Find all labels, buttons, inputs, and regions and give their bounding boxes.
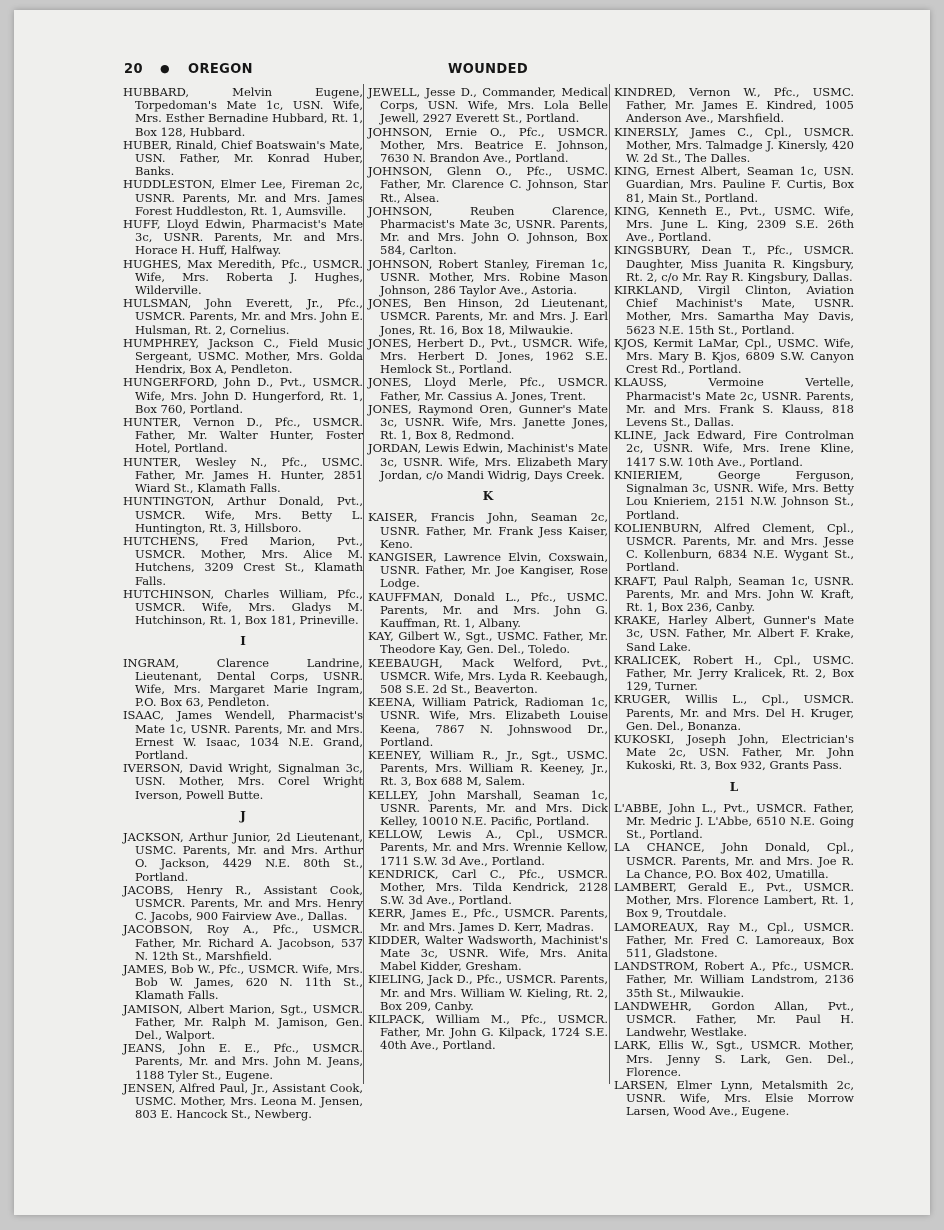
casualty-entry: KIDDER, Walter Wadsworth, Machinist's Mate 3c, USNR. Wife, Mrs. Anita Mabel Kidder, Gresham. [368,932,608,974]
casualty-entry: LAMOREAUX, Ray M., Cpl., USMCR. Father, Mr. Fred C. Lamoreaux, Box 511, Gladstone. [614,919,854,960]
casualty-entry: KEEBAUGH, Mack Welford, Pvt., USMCR. Wife, Mrs. Lyda R. Keebaugh, 508 S.E. 2d St., Beaverton. [368,655,608,696]
casualty-entry: KENDRICK, Carl C., Pfc., USMCR. Mother, Mrs. Tilda Kendrick, 2128 S.W. 3d Ave., Portland. [368,866,608,908]
casualty-entry: LANDWEHR, Gordon Allan, Pvt., USMCR. Father, Mr. Paul H. Landwehr, Westlake. [614,998,854,1040]
casualty-entry: INGRAM, Clarence Landrine, Lieutenant, Dental Corps, USNR. Wife, Mrs. Margaret Marie Ingram, P.O. Box 63, Pendleton. [123,655,363,710]
casualty-entry: HUMPHREY, Jackson C., Field Music Sergeant, USMC. Mother, Mrs. Golda Hendrix, Box A, Pendleton. [123,335,363,377]
casualty-entry: HUNTER, Wesley N., Pfc., USMC. Father, Mr. James H. Hunter, 2851 Wiard St., Klamath Falls. [123,454,363,496]
casualty-entry: KIRKLAND, Virgil Clinton, Aviation Chief Machinist's Mate, USNR. Mother, Mrs. Samartha May Davis, 5623 N.E. 15th St., Portland. [614,283,854,337]
casualty-entry: HUFF, Lloyd Edwin, Pharmacist's Mate 3c, USNR. Parents, Mr. and Mrs. Horace H. Huff, Halfway. [123,217,363,258]
casualty-entry: HULSMAN, John Everett, Jr., Pfc., USMCR. Parents, Mr. and Mrs. John E. Hulsman, Rt. 2, Cornelius. [123,296,363,337]
casualty-entry: JONES, Herbert D., Pvt., USMCR. Wife, Mrs. Herbert D. Jones, 1962 S.E. Hemlock St., Portland. [368,335,608,377]
casualty-entry: JOHNSON, Robert Stanley, Fireman 1c, USNR. Mother, Mrs. Robine Mason Johnson, 286 Taylor Ave., Astoria. [368,256,608,298]
casualty-entry: KOLIENBURN, Alfred Clement, Cpl., USMCR. Parents, Mr. and Mrs. Jesse C. Kollenburn, 6834 N.E. Wygant St., Portland. [614,520,854,575]
page-header [124,58,854,80]
state-name: OREGON [188,62,253,77]
casualty-entry: LAMBERT, Gerald E., Pvt., USMCR. Mother, Mrs. Florence Lambert, Rt. 1, Box 9, Troutdale. [614,879,854,921]
section-letter-heading: J [240,808,246,823]
casualty-entry: KRAFT, Paul Ralph, Seaman 1c, USNR. Parents, Mr. and Mrs. John W. Kraft, Rt. 1, Box 236, Canby. [614,573,854,614]
casualty-entry: KEENEY, William R., Jr., Sgt., USMC. Parents, Mrs. William R. Keeney, Jr., Rt. 3, Box 688 M, Salem. [368,747,608,789]
casualty-entry: L'ABBE, John L., Pvt., USMCR. Father, Mr. Medric J. L'Abbe, 6510 N.E. Going St., Portland. [614,800,854,842]
casualty-entry: KING, Kenneth E., Pvt., USMC. Wife, Mrs. June L. King, 2309 S.E. 26th Ave., Portland. [614,203,854,245]
casualty-entry: LARSEN, Elmer Lynn, Metalsmith 2c, USNR. Wife, Mrs. Elsie Morrow Larsen, Wood Ave., Eugene. [614,1078,854,1119]
casualty-entry: KAY, Gilbert W., Sgt., USMC. Father, Mr. Theodore Kay, Gen. Del., Toledo. [368,629,608,657]
casualty-entry: KINGSBURY, Dean T., Pfc., USMCR. Daughter, Miss Juanita R. Kingsbury, Rt. 2, c/o Mr. Ray R. Kingsbury, Dallas. [614,243,854,284]
casualty-entry: KJOS, Kermit LaMar, Cpl., USMC. Wife, Mrs. Mary B. Kjos, 6809 S.W. Canyon Crest Rd., Portland. [614,335,854,377]
casualty-entry: JONES, Raymond Oren, Gunner's Mate 3c, USNR. Wife, Mrs. Janette Jones, Rt. 1, Box 8, Redmond. [368,401,608,443]
page-number: 20 [124,62,143,77]
casualty-entry: JONES, Lloyd Merle, Pfc., USMCR. Father, Mr. Cassius A. Jones, Trent. [368,375,608,403]
casualty-entry: LARK, Ellis W., Sgt., USMCR. Mother, Mrs. Jenny S. Lark, Gen. Del., Florence. [614,1038,854,1079]
casualty-entry: HUNTER, Vernon D., Pfc., USMCR. Father, Mr. Walter Hunter, Foster Hotel, Portland. [123,415,363,456]
casualty-entry: KERR, James E., Pfc., USMCR. Parents, Mr. and Mrs. James D. Kerr, Madras. [368,906,608,934]
casualty-entry: JORDAN, Lewis Edwin, Machinist's Mate 3c, USNR. Wife, Mrs. Elizabeth Mary Jordan, c/o Mandi Widrig, Days Creek. [368,441,608,482]
section-letter-heading: I [240,634,246,649]
casualty-entry: IVERSON, David Wright, Signalman 3c, USN. Mother, Mrs. Corel Wright Iverson, Powell Butte. [123,761,363,802]
casualty-entry: KRUGER, Willis L., Cpl., USMCR. Parents, Mr. and Mrs. Del H. Kruger, Gen. Del., Bonanza. [614,692,854,733]
casualty-entry: JAMISON, Albert Marion, Sgt., USMCR. Father, Mr. Ralph M. Jamison, Gen. Del., Walport. [123,1001,363,1043]
casualty-entry: KNIERIEM, George Ferguson, Signalman 3c, USNR. Wife, Mrs. Betty Lou Knieriem, 2151 N.W. Johnson St., Portland. [614,467,854,522]
casualty-entry: HUBBARD, Melvin Eugene, Torpedoman's Mate 1c, USN. Wife, Mrs. Esther Bernadine Hubbard, Rt. 1, Box 128, Hubbard. [123,85,363,139]
casualty-entry: JOHNSON, Reuben Clarence, Pharmacist's Mate 3c, USNR. Parents, Mr. and Mrs. John O. Johnson, Box 584, Carlton. [368,203,608,258]
bullet-separator: ● [160,62,170,75]
casualty-entry: HUDDLESTON, Elmer Lee, Fireman 2c, USNR. Parents, Mr. and Mrs. James Forest Huddleston, Rt. 1, Aumsville. [123,177,363,218]
casualty-entry: KEENA, William Patrick, Radioman 1c, USNR. Wife, Mrs. Elizabeth Louise Keena, 7867 N. Johnswood Dr., Portland. [368,695,608,749]
casualty-entry: LA CHANCE, John Donald, Cpl., USMCR. Parents, Mr. and Mrs. Joe R. La Chance, P.O. Box 402, Umatilla. [614,840,854,881]
casualty-entry: HUNGERFORD, John D., Pvt., USMCR. Wife, Mrs. John D. Hungerford, Rt. 1, Box 760, Portland. [123,375,363,416]
casualty-entry: JACOBSON, Roy A., Pfc., USMCR. Father, Mr. Richard A. Jacobson, 537 N. 12th St., Marshfield. [123,922,363,963]
casualty-entry: KINERSLY, James C., Cpl., USMCR. Mother, Mrs. Talmadge J. Kinersly, 420 W. 2d St., The Dalles. [614,124,854,166]
casualty-entry: JEANS, John E. E., Pfc., USMCR. Parents, Mr. and Mrs. John M. Jeans, 1188 Tyler St., Eugene. [123,1041,363,1082]
column-3 [614,86,854,1119]
casualty-entry: KRAKE, Harley Albert, Gunner's Mate 3c, USN. Father, Mr. Albert F. Krake, Sand Lake. [614,613,854,654]
casualty-entry: KIELING, Jack D., Pfc., USMCR. Parents, Mr. and Mrs. William W. Kieling, Rt. 2, Box 209, Canby. [368,972,608,1013]
casualty-entry: HUBER, Rinald, Chief Boatswain's Mate, USN. Father, Mr. Konrad Huber, Banks. [123,137,363,179]
casualty-entry: ISAAC, James Wendell, Pharmacist's Mate 1c, USNR. Parents, Mr. and Mrs. Ernest W. Isaac, 1034 N.E. Grand, Portland. [123,708,363,762]
column-1 [123,86,363,1121]
casualty-entry: KILPACK, William M., Pfc., USMCR. Father, Mr. John G. Kilpack, 1724 S.E. 40th Ave., Portland. [368,1012,608,1053]
section-letter-heading: L [729,779,739,794]
casualty-entry: JOHNSON, Ernie O., Pfc., USMCR. Mother, Mrs. Beatrice E. Johnson, 7630 N. Brandon Ave., Portland. [368,124,608,166]
column-divider [363,84,364,1084]
casualty-entry: KAISER, Francis John, Seaman 2c, USNR. Father, Mr. Frank Jess Kaiser, Keno. [368,510,608,551]
casualty-entry: JAMES, Bob W., Pfc., USMCR. Wife, Mrs. Bob W. James, 620 N. 11th St., Klamath Falls. [123,962,363,1003]
casualty-entry: JOHNSON, Glenn O., Pfc., USMC. Father, Mr. Clarence C. Johnson, Star Rt., Alsea. [368,164,608,205]
casualty-entry: KUKOSKI, Joseph John, Electrician's Mate 2c, USN. Father, Mr. John Kukoski, Rt. 3, Box 932, Grants Pass. [614,731,854,773]
casualty-entry: HUTCHINSON, Charles William, Pfc., USMCR. Wife, Mrs. Gladys M. Hutchinson, Rt. 1, Box 181, Prineville. [123,586,363,628]
section-title: WOUNDED [448,62,529,77]
casualty-entry: LANDSTROM, Robert A., Pfc., USMCR. Father, Mr. William Landstrom, 2136 35th St., Milwaukie. [614,959,854,1000]
casualty-entry: KELLOW, Lewis A., Cpl., USMCR. Parents, Mr. and Mrs. Wrennie Kellow, 1711 S.W. 3d Ave., Portland. [368,827,608,868]
casualty-entry: KLINE, Jack Edward, Fire Controlman 2c, USNR. Wife, Mrs. Irene Kline, 1417 S.W. 10th Ave., Portland. [614,428,854,469]
casualty-entry: HUGHES, Max Meredith, Pfc., USMCR. Wife, Mrs. Roberta J. Hughes, Wilderville. [123,256,363,298]
casualty-entry: KAUFFMAN, Donald L., Pfc., USMC. Parents, Mr. and Mrs. John G. Kauffman, Rt. 1, Albany. [368,589,608,630]
casualty-entry: JEWELL, Jesse D., Commander, Medical Corps, USN. Wife, Mrs. Lola Belle Jewell, 2927 Everett St., Portland. [368,85,608,126]
casualty-entry: JACKSON, Arthur Junior, 2d Lieutenant, USMC. Parents, Mr. and Mrs. Arthur O. Jackson, 4429 N.E. 80th St., Portland. [123,829,363,884]
casualty-entry: HUTCHENS, Fred Marion, Pvt., USMCR. Mother, Mrs. Alice M. Hutchens, 3209 Crest St., Klamath Falls. [123,533,363,588]
casualty-entry: KANGISER, Lawrence Elvin, Coxswain, USNR. Father, Mr. Joe Kangiser, Rose Lodge. [368,549,608,591]
casualty-entry: KRALICEK, Robert H., Cpl., USMC. Father, Mr. Jerry Kralicek, Rt. 2, Box 129, Turner. [614,652,854,694]
column-2 [368,86,608,1053]
casualty-entry: JENSEN, Alfred Paul, Jr., Assistant Cook, USMC. Mother, Mrs. Leona M. Jensen, 803 E. Hancock St., Newberg. [123,1080,363,1122]
casualty-entry: JACOBS, Henry R., Assistant Cook, USMCR. Parents, Mr. and Mrs. Henry C. Jacobs, 900 Fairview Ave., Dallas. [123,882,363,924]
casualty-entry: JONES, Ben Hinson, 2d Lieutenant, USMCR. Parents, Mr. and Mrs. J. Earl Jones, Rt. 16, Box 18, Milwaukie. [368,296,608,337]
section-letter-heading: K [482,489,494,504]
casualty-entry: KLAUSS, Vermoine Vertelle, Pharmacist's Mate 2c, USNR. Parents, Mr. and Mrs. Frank S. Klauss, 818 Levens St., Dallas. [614,375,854,430]
column-divider [609,84,610,1084]
casualty-entry: KELLEY, John Marshall, Seaman 1c, USNR. Parents, Mr. and Mrs. Dick Kelley, 10010 N.E. Pacific, Portland. [368,787,608,828]
casualty-entry: KING, Ernest Albert, Seaman 1c, USN. Guardian, Mrs. Pauline F. Curtis, Box 81, Main St., Portland. [614,164,854,205]
casualty-entry: KINDRED, Vernon W., Pfc., USMC. Father, Mr. James E. Kindred, 1005 Anderson Ave., Marshfield. [614,85,854,126]
casualty-entry: HUNTINGTON, Arthur Donald, Pvt., USMCR. Wife, Mrs. Betty L. Huntington, Rt. 3, Hillsboro. [123,494,363,535]
